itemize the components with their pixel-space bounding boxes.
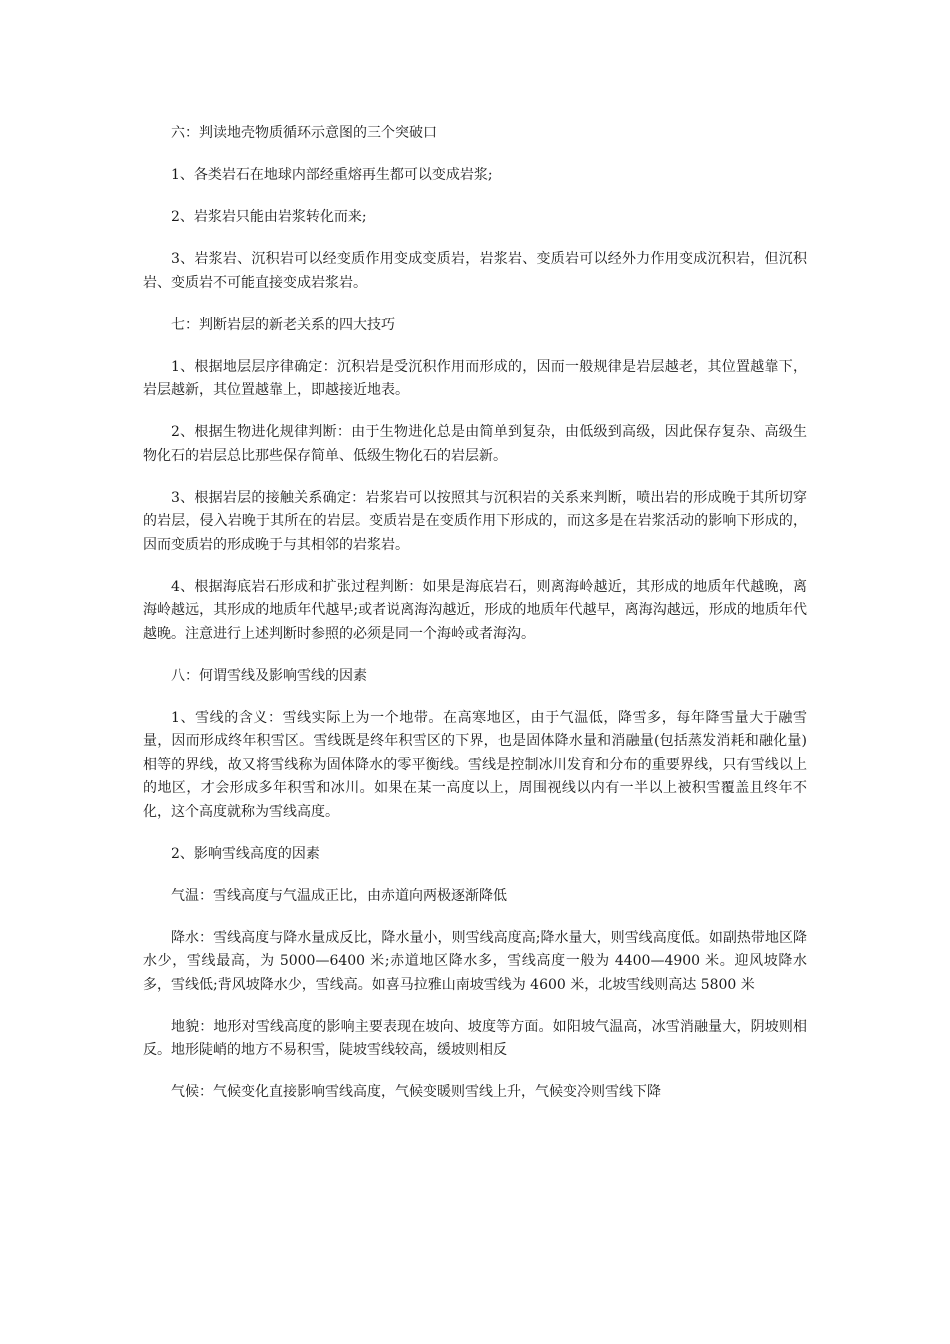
paragraph: 3、根据岩层的接触关系确定：岩浆岩可以按照其与沉积岩的关系来判断，喷出岩的形成晚于其所切穿的岩层，侵入岩晚于其所在的岩层。变质岩是在变质作用下形成的，而这多是在岩浆活动的影响下形成的，因而变质岩的形成晚于与其相邻的岩浆岩。: [143, 489, 807, 553]
subheading: 2、影响雪线高度的因素: [171, 845, 320, 862]
section-heading-7: 七：判断岩层的新老关系的四大技巧: [171, 316, 395, 333]
paragraph: 3、岩浆岩、沉积岩可以经变质作用变成变质岩，岩浆岩、变质岩可以经外力作用变成沉积岩，但沉积岩、变质岩不可能直接变成岩浆岩。: [143, 251, 807, 291]
paragraph: 1、雪线的含义：雪线实际上为一个地带。在高寒地区，由于气温低，降雪多，每年降雪量大于融雪量，因而形成终年积雪区。雪线既是终年积雪区的下界，也是固体降水量和消融量(包括蒸发消耗和融化量)相等的界线，故又将雪线称为固体降水的零平衡线。雪线是控制冰川发育和分布的重要界线，只有雪线以上的地区，才会形成多年积雪和冰川。如果在某一高度以上，周围视线以内有一半以上被积雪覆盖且终年不化，这个高度就称为雪线高度。: [143, 709, 807, 820]
section-heading-8: 八：何谓雪线及影响雪线的因素: [171, 667, 367, 684]
paragraph: 2、岩浆岩只能由岩浆转化而来;: [171, 209, 367, 225]
paragraph-precipitation: 降水：雪线高度与降水量成反比，降水量小，则雪线高度高;降水量大，则雪线高度低。如副热带地区降水少，雪线最高，为 5000—6400 米;赤道地区降水多，雪线高度一般为 4400—4900 米。迎风坡降水多，雪线低;背风坡降水少，雪线高。如喜马拉雅山南坡雪线为 4600 米，北坡雪线则高达 5800 米: [143, 929, 807, 993]
document-page: [143, 122, 807, 1123]
paragraph: 1、根据地层层序律确定：沉积岩是受沉积作用而形成的，因而一般规律是岩层越老，其位置越靠下，岩层越新，其位置越靠上，即越接近地表。: [143, 358, 807, 398]
paragraph: 1、各类岩石在地球内部经重熔再生都可以变成岩浆;: [171, 167, 493, 183]
section-heading-6: 六：判读地壳物质循环示意图的三个突破口: [171, 125, 437, 141]
paragraph-temperature: 气温：雪线高度与气温成正比，由赤道向两极逐渐降低: [171, 887, 507, 904]
paragraph: 4、根据海底岩石形成和扩张过程判断：如果是海底岩石，则离海岭越近，其形成的地质年代越晚，离海岭越远，其形成的地质年代越早;或者说离海沟越近，形成的地质年代越早，离海沟越远，形成的地质年代越晚。注意进行上述判断时参照的必须是同一个海岭或者海沟。: [143, 578, 807, 642]
paragraph: 2、根据生物进化规律判断：由于生物进化总是由简单到复杂，由低级到高级，因此保存复杂、高级生物化石的岩层总比那些保存简单、低级生物化石的岩层新。: [143, 424, 807, 464]
paragraph-landform: 地貌：地形对雪线高度的影响主要表现在坡向、坡度等方面。如阳坡气温高，冰雪消融量大，阴坡则相反。地形陡峭的地方不易积雪，陡坡雪线较高，缓坡则相反: [143, 1018, 807, 1058]
paragraph-climate: 气候：气候变化直接影响雪线高度，气候变暖则雪线上升，气候变冷则雪线下降: [171, 1084, 661, 1100]
